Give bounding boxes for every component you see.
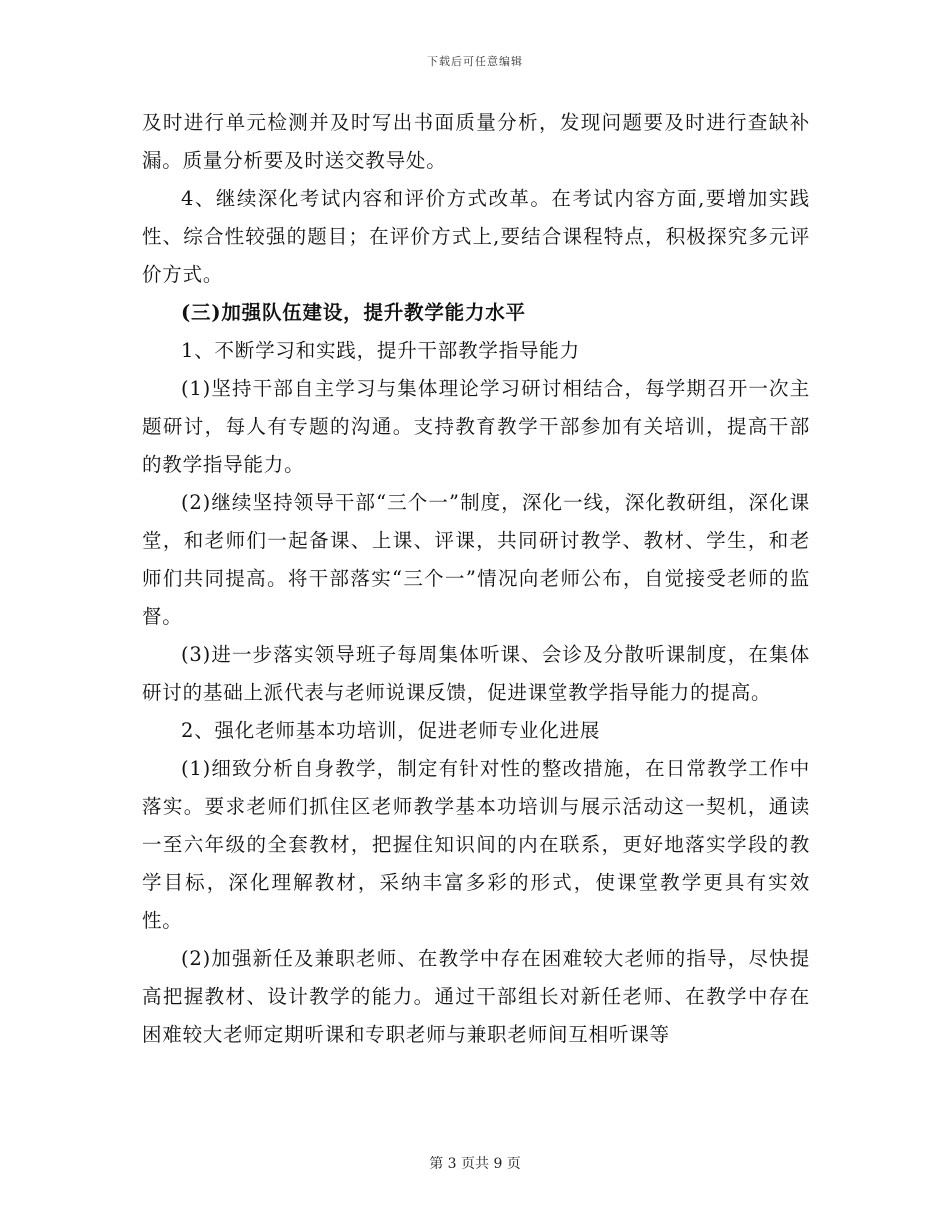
paragraph-quality-analysis: 及时进行单元检测并及时写出书面质量分析，发现问题要及时进行查缺补漏。质量分析要及时送交教导处。 bbox=[142, 111, 810, 172]
paragraph-new-teachers: (2)加强新任及兼职老师、在教学中存在困难较大老师的指导，尽快提高把握教材、设计教学的能力。通过干部组长对新任老师、在教学中存在困难较大老师定期听课和专职老师与兼职老师间互相听课等 bbox=[142, 947, 810, 1046]
paragraph-lesson-observation: (3)进一步落实领导班子每周集体听课、会诊及分散听课制度，在集体研讨的基础上派代表与老师说课反馈，促进课堂教学指导能力的提高。 bbox=[142, 643, 810, 704]
paragraph-cadre-study: (1)坚持干部自主学习与集体理论学习研讨相结合，每学期召开一次主题研讨，每人有专题的沟通。支持教育教学干部参加有关培训，提高干部的教学指导能力。 bbox=[142, 377, 810, 476]
subheading-teacher-training: 2、强化老师基本功培训，促进老师专业化进展 bbox=[181, 719, 601, 742]
document-body bbox=[142, 104, 810, 1054]
paragraph-exam-reform: 4、继续深化考试内容和评价方式改革。在考试内容方面,要增加实践性、综合性较强的题目；在评价方式上,要结合课程特点，积极探究多元评价方式。 bbox=[142, 187, 810, 286]
page-header: 下载后可任意编辑 bbox=[427, 55, 523, 68]
subheading-cadre-guidance: 1、不断学习和实践，提升干部教学指导能力 bbox=[181, 339, 580, 362]
section-heading-team-building: (三)加强队伍建设，提升教学能力水平 bbox=[181, 301, 526, 324]
paragraph-three-ones: (2)继续坚持领导干部“三个一”制度，深化一线，深化教研组，深化课堂，和老师们一起备课、上课、评课，共同研讨教学、教材、学生，和老师们共同提高。将干部落实“三个一”情况向老师公布，自觉接受老师的监督。 bbox=[142, 491, 810, 628]
page-number: 第 3 页共 9 页 bbox=[429, 1156, 521, 1172]
paragraph-self-analysis: (1)细致分析自身教学，制定有针对性的整改措施，在日常教学工作中落实。要求老师们抓住区老师教学基本功培训与展示活动这一契机，通读一至六年级的全套教材，把握住知识间的内在联系，更好地落实学段的教学目标，深化理解教材，采纳丰富多彩的形式，使课堂教学更具有实效性。 bbox=[142, 757, 810, 932]
